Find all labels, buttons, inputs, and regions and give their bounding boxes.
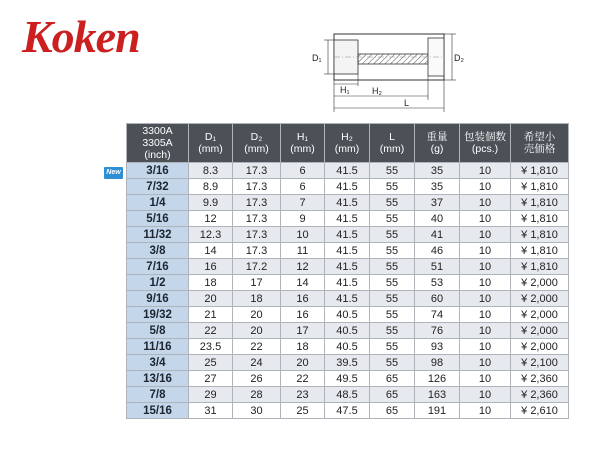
d1-cell: 16 — [189, 259, 233, 275]
h2-cell: 41.5 — [325, 211, 370, 227]
price-cell: ¥ 1,810 — [511, 179, 569, 195]
size-cell: 15/16 — [127, 403, 189, 419]
h1-cell: 17 — [281, 323, 325, 339]
d1-cell: 12 — [189, 211, 233, 227]
h1-header-line: H₁ — [296, 131, 309, 143]
weight-cell: 35 — [415, 179, 460, 195]
new-badge: New — [104, 167, 123, 179]
d1-cell: 25 — [189, 355, 233, 371]
size-cell: 7/32 — [127, 179, 189, 195]
size-cell: 1/2 — [127, 275, 189, 291]
price-cell: ¥ 1,810 — [511, 211, 569, 227]
pack-qty-cell: 10 — [460, 403, 511, 419]
table-row — [127, 339, 569, 355]
weight-cell: 46 — [415, 243, 460, 259]
price-cell: ¥ 1,810 — [511, 259, 569, 275]
d2-cell: 17.3 — [233, 179, 281, 195]
header-row — [127, 124, 569, 163]
size-cell: 1/4 — [127, 195, 189, 211]
d1-cell: 22 — [189, 323, 233, 339]
d2-header-line: D₂ — [250, 131, 263, 143]
h1-cell: 18 — [281, 339, 325, 355]
d1-cell: 8.9 — [189, 179, 233, 195]
table-row — [127, 195, 569, 211]
pack-qty-cell: 10 — [460, 211, 511, 227]
size-cell: 5/16 — [127, 211, 189, 227]
h2-header-line: H₂ — [341, 131, 353, 143]
l-cell: 55 — [370, 243, 415, 259]
d2-cell: 30 — [233, 403, 281, 419]
h1-cell: 6 — [281, 179, 325, 195]
size-header-line: 3305A — [142, 137, 173, 149]
size-header-line: 3300A — [142, 125, 173, 137]
pack-qty-cell: 10 — [460, 323, 511, 339]
h2-cell: 41.5 — [325, 259, 370, 275]
size-cell: 7/8 — [127, 387, 189, 403]
l-cell: 55 — [370, 355, 415, 371]
h2-cell: 49.5 — [325, 371, 370, 387]
d1-cell: 27 — [189, 371, 233, 387]
weight-cell: 93 — [415, 339, 460, 355]
h1-cell: 7 — [281, 195, 325, 211]
h2-cell: 41.5 — [325, 243, 370, 259]
pack-qty-header-line: 包装個数 — [464, 131, 506, 143]
d1-label: D₁ — [312, 53, 322, 63]
d2-label: D₂ — [454, 53, 464, 63]
price-cell: ¥ 2,000 — [511, 323, 569, 339]
size-cell: 3/16 — [127, 163, 189, 179]
size-cell: 13/16 — [127, 371, 189, 387]
table-row — [127, 211, 569, 227]
koken-logo: Koken — [22, 11, 140, 62]
h2-cell: 41.5 — [325, 227, 370, 243]
weight-cell: 37 — [415, 195, 460, 211]
d2-cell: 17.3 — [233, 195, 281, 211]
l-cell: 55 — [370, 307, 415, 323]
weight-cell: 191 — [415, 403, 460, 419]
weight-cell: 76 — [415, 323, 460, 339]
price-cell: ¥ 1,810 — [511, 163, 569, 179]
weight-cell: 40 — [415, 211, 460, 227]
d2-cell: 20 — [233, 323, 281, 339]
h1-header-line: (mm) — [290, 143, 315, 155]
spec-table — [126, 123, 569, 419]
weight-cell: 126 — [415, 371, 460, 387]
weight-cell: 51 — [415, 259, 460, 275]
pack-qty-header-line: (pcs.) — [471, 143, 499, 155]
d1-cell: 20 — [189, 291, 233, 307]
h1-cell: 16 — [281, 291, 325, 307]
size-header — [127, 124, 189, 163]
d1-cell: 21 — [189, 307, 233, 323]
d1-cell: 29 — [189, 387, 233, 403]
d2-cell: 24 — [233, 355, 281, 371]
l-header-line: (mm) — [379, 143, 405, 155]
d2-cell: 17.3 — [233, 227, 281, 243]
price-cell: ¥ 1,810 — [511, 195, 569, 211]
pack-qty-cell: 10 — [460, 259, 511, 275]
d2-cell: 28 — [233, 387, 281, 403]
d2-cell: 22 — [233, 339, 281, 355]
h2-cell: 41.5 — [325, 275, 370, 291]
price-cell: ¥ 2,360 — [511, 387, 569, 403]
table-row — [127, 227, 569, 243]
d2-header — [233, 124, 281, 163]
l-cell: 65 — [370, 403, 415, 419]
h2-cell: 41.5 — [325, 179, 370, 195]
d1-cell: 31 — [189, 403, 233, 419]
l-cell: 55 — [370, 227, 415, 243]
l-cell: 55 — [370, 211, 415, 227]
size-cell: 5/8 — [127, 323, 189, 339]
l-header-line: L — [389, 131, 395, 143]
l-header — [370, 124, 415, 163]
weight-cell: 60 — [415, 291, 460, 307]
d2-cell: 17 — [233, 275, 281, 291]
table-row — [127, 259, 569, 275]
l-cell: 65 — [370, 387, 415, 403]
table-row — [127, 403, 569, 419]
spec-table-body — [127, 163, 569, 419]
price-header-line: 売価格 — [523, 143, 556, 155]
l-cell: 55 — [370, 291, 415, 307]
table-row — [127, 371, 569, 387]
h1-cell: 22 — [281, 371, 325, 387]
pack-qty-cell: 10 — [460, 355, 511, 371]
h2-cell: 41.5 — [325, 163, 370, 179]
h1-cell: 12 — [281, 259, 325, 275]
d1-cell: 14 — [189, 243, 233, 259]
weight-cell: 41 — [415, 227, 460, 243]
l-cell: 55 — [370, 195, 415, 211]
l-cell: 55 — [370, 275, 415, 291]
price-cell: ¥ 2,000 — [511, 275, 569, 291]
pack-qty-cell: 10 — [460, 195, 511, 211]
d2-cell: 17.3 — [233, 211, 281, 227]
table-row — [127, 163, 569, 179]
spec-table-header — [127, 124, 569, 163]
d2-cell: 17.3 — [233, 243, 281, 259]
d1-cell: 8.3 — [189, 163, 233, 179]
d2-cell: 26 — [233, 371, 281, 387]
socket-dimension-drawing — [304, 20, 474, 112]
d1-cell: 9.9 — [189, 195, 233, 211]
pack-qty-cell: 10 — [460, 243, 511, 259]
d2-cell: 17.2 — [233, 259, 281, 275]
l-label: L — [404, 98, 410, 108]
size-cell: 3/8 — [127, 243, 189, 259]
price-cell: ¥ 1,810 — [511, 243, 569, 259]
d2-cell: 17.3 — [233, 163, 281, 179]
pack-qty-cell: 10 — [460, 227, 511, 243]
table-row — [127, 243, 569, 259]
h2-cell: 40.5 — [325, 323, 370, 339]
h1-cell: 6 — [281, 163, 325, 179]
size-cell: 11/16 — [127, 339, 189, 355]
size-cell: 11/32 — [127, 227, 189, 243]
h2-cell: 40.5 — [325, 339, 370, 355]
d2-cell: 18 — [233, 291, 281, 307]
h2-header — [325, 124, 370, 163]
h2-cell: 39.5 — [325, 355, 370, 371]
weight-header-line: 重量 — [426, 131, 448, 143]
h2-cell: 40.5 — [325, 307, 370, 323]
l-cell: 55 — [370, 179, 415, 195]
d1-cell: 23.5 — [189, 339, 233, 355]
h2-cell: 47.5 — [325, 403, 370, 419]
pack-qty-header — [460, 124, 511, 163]
table-row — [127, 307, 569, 323]
l-cell: 65 — [370, 371, 415, 387]
price-cell: ¥ 1,810 — [511, 227, 569, 243]
d2-header-line: (mm) — [244, 143, 269, 155]
weight-header-line: (g) — [430, 143, 444, 155]
d1-cell: 18 — [189, 275, 233, 291]
size-cell: 9/16 — [127, 291, 189, 307]
h1-cell: 11 — [281, 243, 325, 259]
price-cell: ¥ 2,000 — [511, 307, 569, 323]
price-header-line: 希望小 — [523, 131, 556, 143]
weight-cell: 98 — [415, 355, 460, 371]
h1-cell: 23 — [281, 387, 325, 403]
pack-qty-cell: 10 — [460, 291, 511, 307]
l-cell: 55 — [370, 259, 415, 275]
pack-qty-cell: 10 — [460, 339, 511, 355]
h2-header-line: (mm) — [334, 143, 360, 155]
pack-qty-cell: 10 — [460, 275, 511, 291]
table-row — [127, 323, 569, 339]
price-cell: ¥ 2,000 — [511, 339, 569, 355]
d1-header-line: (mm) — [198, 143, 223, 155]
size-cell: 7/16 — [127, 259, 189, 275]
pack-qty-cell: 10 — [460, 387, 511, 403]
h1-cell: 14 — [281, 275, 325, 291]
weight-cell: 74 — [415, 307, 460, 323]
size-header-line: (inch) — [144, 149, 171, 161]
l-cell: 55 — [370, 339, 415, 355]
price-cell: ¥ 2,100 — [511, 355, 569, 371]
h1-cell: 20 — [281, 355, 325, 371]
weight-cell: 53 — [415, 275, 460, 291]
price-cell: ¥ 2,360 — [511, 371, 569, 387]
h1-label: H₁ — [340, 85, 350, 95]
h1-header — [281, 124, 325, 163]
pack-qty-cell: 10 — [460, 307, 511, 323]
pack-qty-cell: 10 — [460, 371, 511, 387]
h2-cell: 48.5 — [325, 387, 370, 403]
h1-cell: 25 — [281, 403, 325, 419]
h1-cell: 16 — [281, 307, 325, 323]
table-row — [127, 387, 569, 403]
h2-cell: 41.5 — [325, 195, 370, 211]
size-cell: 3/4 — [127, 355, 189, 371]
size-cell: 19/32 — [127, 307, 189, 323]
table-row — [127, 291, 569, 307]
d2-cell: 20 — [233, 307, 281, 323]
table-row — [127, 275, 569, 291]
table-row — [127, 355, 569, 371]
l-cell: 55 — [370, 163, 415, 179]
weight-header — [415, 124, 460, 163]
h2-cell: 41.5 — [325, 291, 370, 307]
weight-cell: 35 — [415, 163, 460, 179]
weight-cell: 163 — [415, 387, 460, 403]
price-cell: ¥ 2,000 — [511, 291, 569, 307]
h1-cell: 10 — [281, 227, 325, 243]
price-cell: ¥ 2,610 — [511, 403, 569, 419]
l-cell: 55 — [370, 323, 415, 339]
d1-header — [189, 124, 233, 163]
d1-cell: 12.3 — [189, 227, 233, 243]
pack-qty-cell: 10 — [460, 163, 511, 179]
price-header — [511, 124, 569, 163]
d1-header-line: D₁ — [204, 131, 217, 143]
table-row — [127, 179, 569, 195]
h1-cell: 9 — [281, 211, 325, 227]
h2-label: H₂ — [372, 86, 382, 96]
pack-qty-cell: 10 — [460, 179, 511, 195]
